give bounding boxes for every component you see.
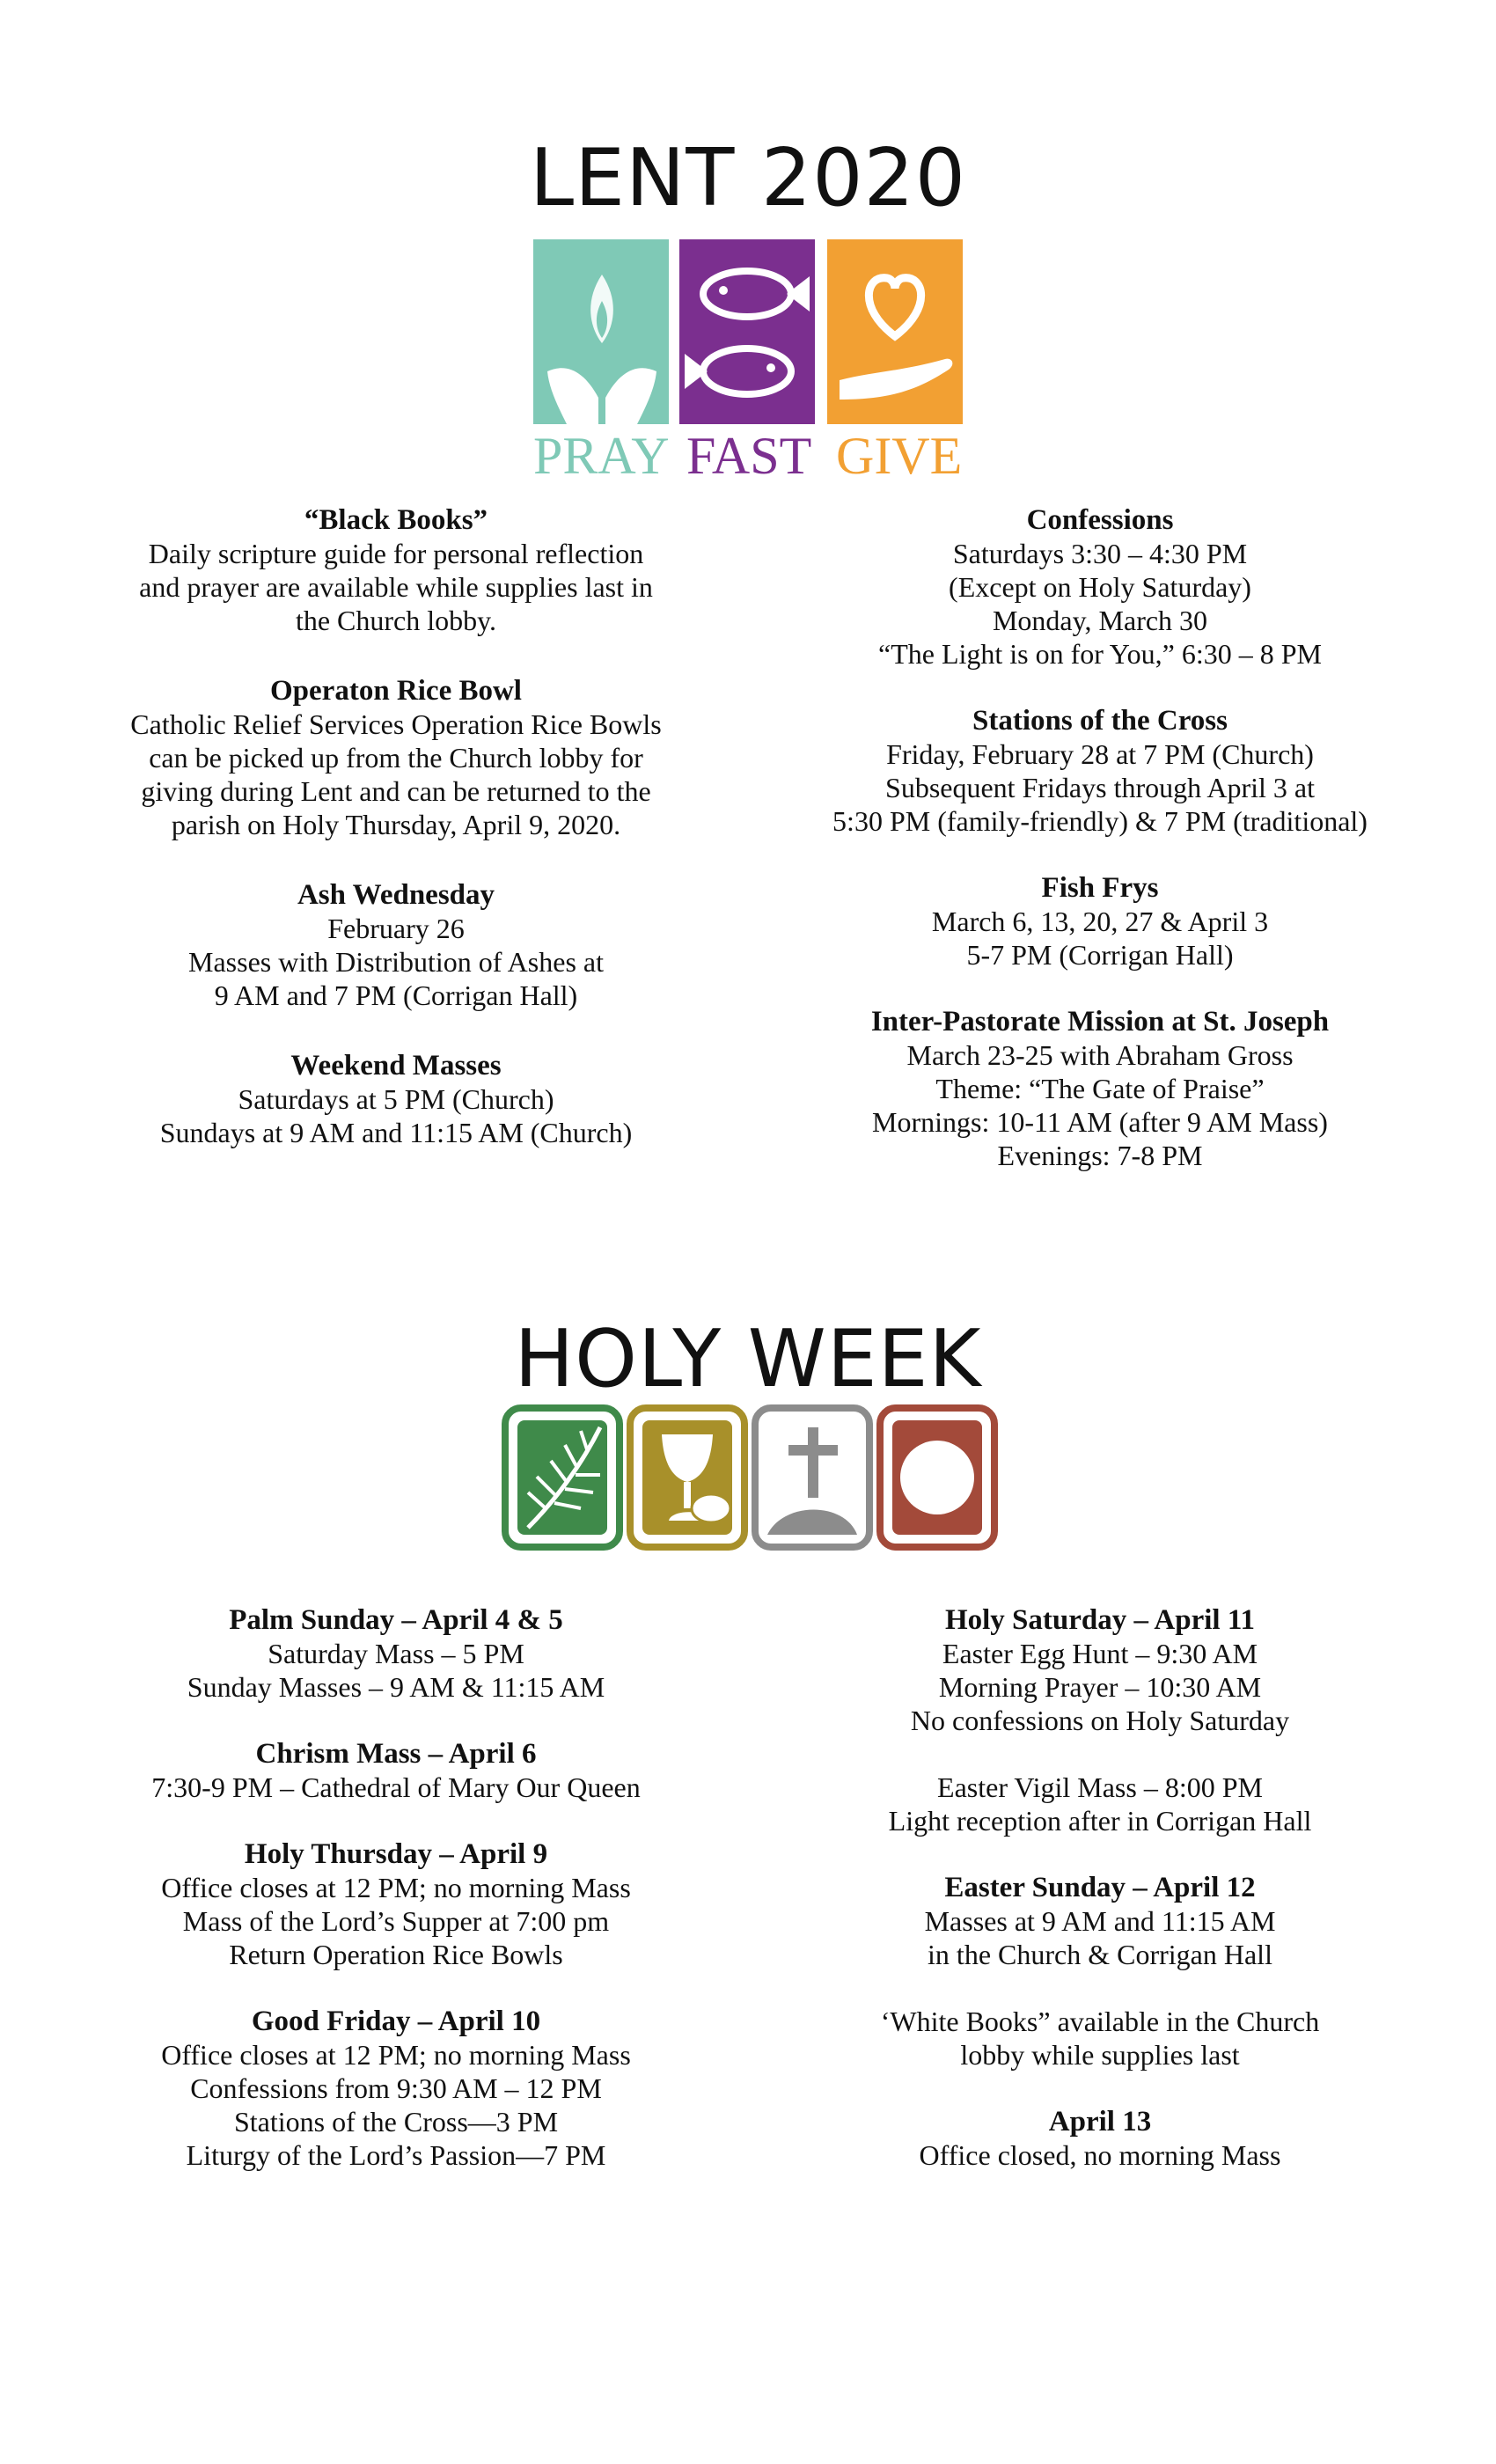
logo-word-fast: FAST [686, 427, 812, 479]
lent-left-column [70, 503, 722, 1186]
section-line: Catholic Relief Services Operation Rice Bowls [130, 708, 662, 740]
section-line: Liturgy of the Lord’s Passion—7 PM [186, 2139, 606, 2171]
confessions-section [774, 503, 1426, 671]
section-line: February 26 [327, 913, 465, 944]
section-line: Sundays at 9 AM and 11:15 AM (Church) [159, 1117, 633, 1148]
holy-week-left-column [70, 1603, 722, 2205]
section-heading: April 13 [1048, 2106, 1152, 2138]
section-line: March 23-25 with Abraham Gross [906, 1039, 1294, 1071]
april-13-section [774, 2105, 1426, 2172]
section-line: Evenings: 7-8 PM [997, 1140, 1203, 1171]
chalice-bread-icon [630, 1408, 744, 1547]
host-icon [880, 1408, 994, 1547]
logo-word-give: GIVE [836, 427, 963, 479]
section-line: Monday, March 30 [992, 605, 1208, 636]
section-heading: Good Friday – April 10 [251, 2006, 541, 2037]
section-heading: Ash Wednesday [297, 879, 495, 911]
section-line: March 6, 13, 20, 27 & April 3 [931, 906, 1269, 937]
section-heading: Chrism Mass – April 6 [255, 1738, 537, 1770]
section-line: parish on Holy Thursday, April 9, 2020. [171, 809, 621, 840]
holy-week-right-column [774, 1603, 1426, 2205]
weekend-masses-section [70, 1049, 722, 1149]
section-line: Morning Prayer – 10:30 AM [938, 1671, 1262, 1703]
holy-week-title: HOLY WEEK [514, 1313, 982, 1405]
section-line: Saturday Mass – 5 PM [268, 1638, 524, 1669]
section-line: Office closes at 12 PM; no morning Mass [161, 2039, 631, 2071]
good-friday-section [70, 2005, 722, 2172]
palm-sunday-section [70, 1603, 722, 1704]
section-line: the Church lobby. [295, 605, 497, 636]
hands-flame-icon [533, 239, 669, 424]
section-line: Masses at 9 AM and 11:15 AM [924, 1905, 1276, 1937]
section-line: can be picked up from the Church lobby for [149, 742, 643, 774]
section-line: Theme: “The Gate of Praise” [935, 1073, 1265, 1104]
chrism-mass-section [70, 1737, 722, 1804]
section-heading: Holy Saturday – April 11 [944, 1604, 1256, 1636]
section-line: and prayer are available while supplies last in [139, 571, 653, 603]
section-line: Saturdays 3:30 – 4:30 PM [952, 538, 1248, 569]
section-line: Sunday Masses – 9 AM & 11:15 AM [187, 1671, 605, 1703]
section-line: 9 AM and 7 PM (Corrigan Hall) [214, 979, 578, 1011]
section-line: Saturdays at 5 PM (Church) [238, 1083, 554, 1115]
section-line: Subsequent Fridays through April 3 at [885, 772, 1315, 803]
mission-section [774, 1005, 1426, 1172]
section-line: in the Church & Corrigan Hall [928, 1939, 1272, 1970]
section-heading: Inter-Pastorate Mission at St. Joseph [870, 1006, 1330, 1038]
holy-saturday-section [774, 1603, 1426, 1837]
section-line: Mass of the Lord’s Supper at 7:00 pm [182, 1905, 610, 1937]
section-line: (Except on Holy Saturday) [949, 571, 1251, 603]
section-heading: Weekend Masses [290, 1050, 502, 1082]
section-line: No confessions on Holy Saturday [910, 1705, 1290, 1736]
rice-bowl-section [70, 674, 722, 841]
holy-thursday-section [70, 1837, 722, 1971]
lent-title: LENT 2020 [530, 132, 966, 224]
cross-hill-icon [755, 1408, 869, 1547]
section-line: Mornings: 10-11 AM (after 9 AM Mass) [872, 1106, 1328, 1138]
section-line: ‘White Books” available in the Church [880, 2006, 1320, 2037]
section-line: 7:30-9 PM – Cathedral of Mary Our Queen [151, 1771, 641, 1803]
heart-hand-icon [827, 239, 963, 424]
black-books-section [70, 503, 722, 637]
easter-sunday-section [774, 1871, 1426, 2072]
section-heading: “Black Books” [304, 504, 488, 536]
logo-word-pray: PRAY [533, 427, 670, 479]
section-line: “The Light is on for You,” 6:30 – 8 PM [878, 638, 1322, 670]
section-heading: Holy Thursday – April 9 [244, 1838, 548, 1870]
ash-wednesday-section [70, 878, 722, 1012]
fish-icon [679, 239, 815, 424]
section-line: Office closes at 12 PM; no morning Mass [161, 1872, 631, 1903]
section-line: Easter Vigil Mass – 8:00 PM [937, 1771, 1263, 1803]
section-line: lobby while supplies last [960, 2039, 1240, 2071]
section-line: Return Operation Rice Bowls [229, 1939, 563, 1970]
section-line: 5:30 PM (family-friendly) & 7 PM (traditional) [832, 805, 1368, 837]
section-line: Daily scripture guide for personal reflection [148, 538, 644, 569]
section-line: Stations of the Cross—3 PM [233, 2106, 559, 2138]
section-heading: Easter Sunday – April 12 [944, 1872, 1256, 1903]
holy-week-icons [502, 1404, 998, 1554]
section-heading: Palm Sunday – April 4 & 5 [229, 1604, 563, 1636]
fish-frys-section [774, 871, 1426, 972]
section-heading: Stations of the Cross [972, 705, 1228, 737]
section-line: Light reception after in Corrigan Hall [888, 1805, 1312, 1837]
section-line: 5-7 PM (Corrigan Hall) [966, 939, 1234, 971]
section-line: Office closed, no morning Mass [919, 2139, 1281, 2171]
lent-right-column [774, 503, 1426, 1206]
section-heading: Fish Frys [1041, 872, 1159, 904]
section-line: giving during Lent and can be returned to the [141, 775, 651, 807]
pray-fast-give-logo [532, 239, 964, 479]
palm-icon [505, 1408, 620, 1547]
section-line: Friday, February 28 at 7 PM (Church) [886, 738, 1314, 770]
stations-section [774, 704, 1426, 838]
section-line: Masses with Distribution of Ashes at [188, 946, 604, 978]
section-heading: Operaton Rice Bowl [270, 675, 522, 707]
section-line: Confessions from 9:30 AM – 12 PM [190, 2072, 602, 2104]
section-heading: Confessions [1026, 504, 1174, 536]
section-line: Easter Egg Hunt – 9:30 AM [942, 1638, 1258, 1669]
